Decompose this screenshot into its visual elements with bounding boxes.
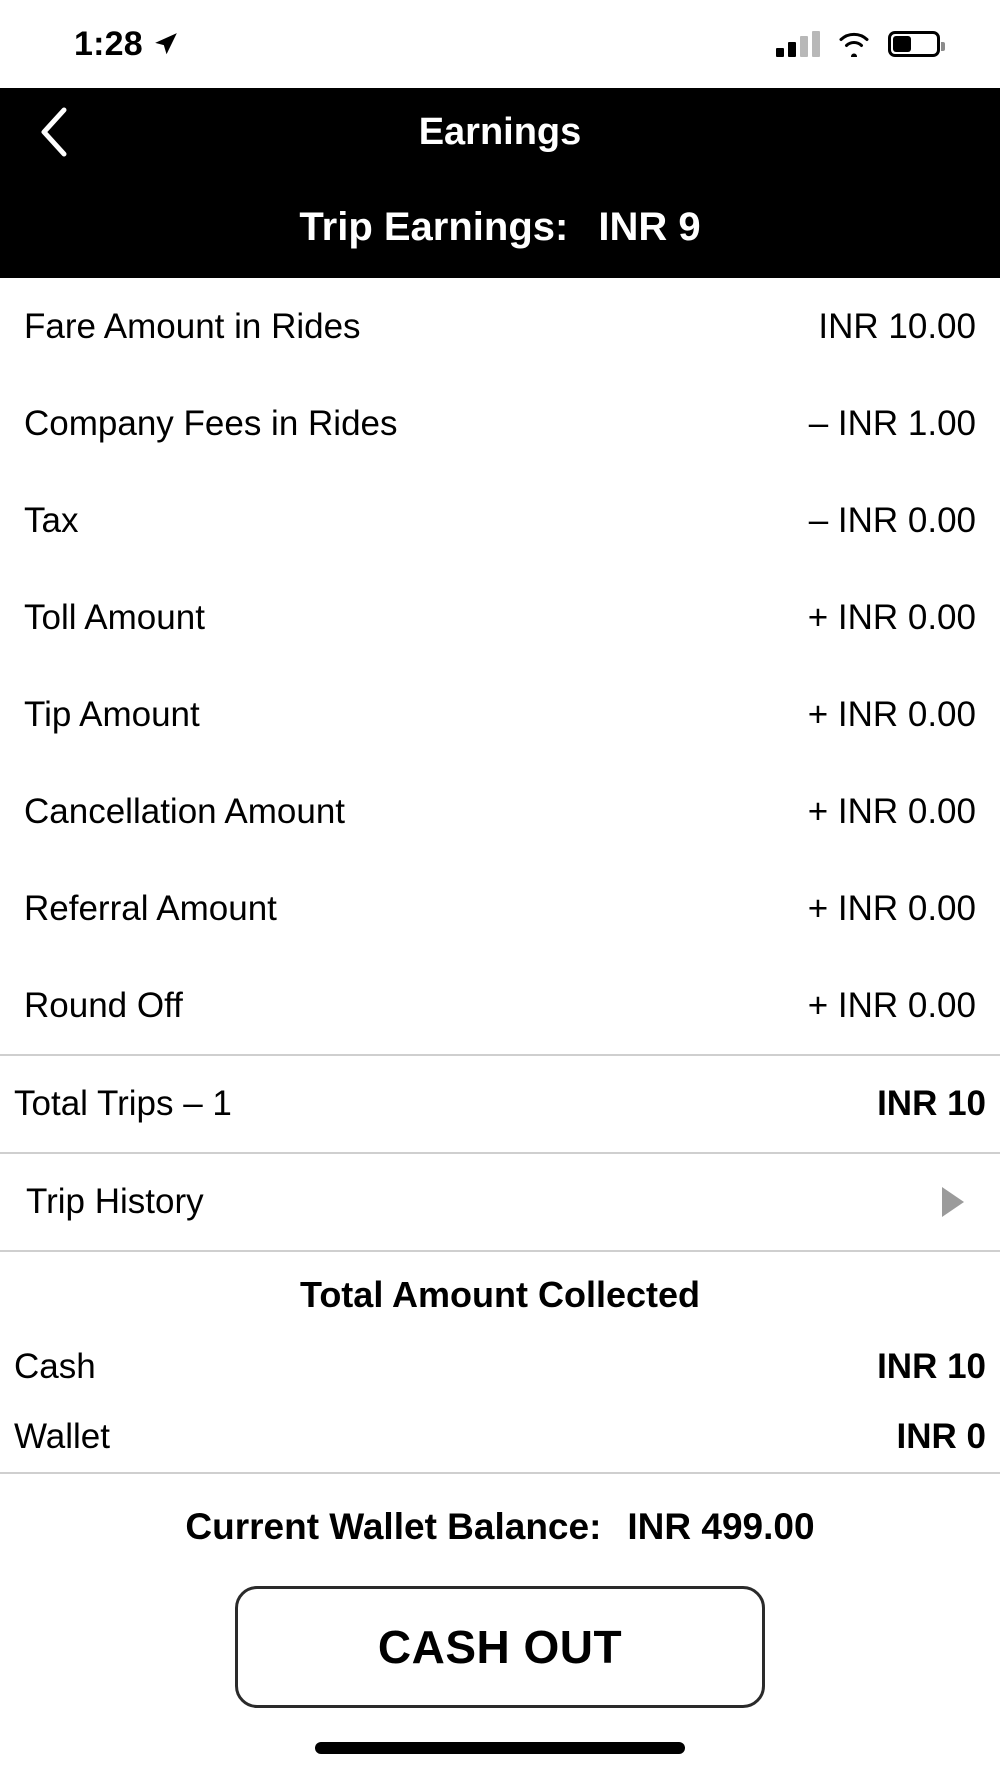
page-title: Earnings — [418, 110, 582, 153]
breakdown-label: Round Off — [24, 985, 183, 1025]
breakdown-label: Company Fees in Rides — [24, 403, 398, 443]
wallet-balance-label: Current Wallet Balance: — [185, 1506, 602, 1547]
breakdown-row — [24, 957, 976, 1054]
status-time-group — [74, 25, 179, 64]
breakdown-value: + INR 0.00 — [807, 694, 976, 734]
breakdown-row — [24, 472, 976, 569]
status-indicators — [776, 31, 940, 57]
wifi-icon — [836, 31, 872, 57]
total-trips-label: Total Trips – 1 — [14, 1084, 232, 1123]
breakdown-value: – INR 0.00 — [808, 500, 976, 540]
collected-row-wallet — [0, 1402, 1000, 1472]
cash-out-button[interactable]: CASH OUT — [235, 1586, 765, 1708]
home-indicator — [315, 1742, 685, 1754]
breakdown-label: Toll Amount — [24, 597, 205, 637]
wallet-balance-row — [0, 1474, 1000, 1574]
cellular-signal-icon — [776, 31, 820, 57]
collected-label: Wallet — [14, 1417, 110, 1456]
breakdown-label: Cancellation Amount — [24, 791, 346, 831]
wallet-balance-value: INR 499.00 — [627, 1506, 815, 1547]
breakdown-row — [24, 860, 976, 957]
breakdown-value: – INR 1.00 — [808, 403, 976, 443]
caret-right-icon — [942, 1187, 964, 1217]
battery-icon — [888, 31, 940, 57]
status-bar — [0, 0, 1000, 88]
collected-row-cash — [0, 1332, 1000, 1402]
breakdown-row — [24, 278, 976, 375]
breakdown-label: Tip Amount — [24, 694, 200, 734]
nav-bar — [0, 88, 1000, 176]
collected-value: INR 0 — [896, 1417, 986, 1456]
trip-history-row[interactable] — [0, 1154, 1000, 1250]
trip-earnings-banner — [0, 176, 1000, 278]
back-button[interactable] — [26, 104, 82, 160]
collected-label: Cash — [14, 1347, 96, 1386]
breakdown-value: + INR 0.00 — [807, 791, 976, 831]
breakdown-row — [24, 763, 976, 860]
breakdown-row — [24, 569, 976, 666]
trip-earnings-label: Trip Earnings: — [299, 204, 569, 249]
status-time: 1:28 — [74, 24, 143, 63]
trip-earnings-value: INR 9 — [598, 204, 701, 249]
chevron-left-icon — [38, 106, 70, 158]
breakdown-label: Tax — [24, 500, 79, 540]
collected-value: INR 10 — [877, 1347, 986, 1386]
location-arrow-icon — [153, 31, 179, 57]
breakdown-row — [24, 375, 976, 472]
breakdown-value: + INR 0.00 — [807, 597, 976, 637]
breakdown-value: + INR 0.00 — [807, 888, 976, 928]
total-trips-value: INR 10 — [877, 1084, 986, 1123]
earnings-breakdown-list — [0, 278, 1000, 1054]
trip-history-label: Trip History — [26, 1182, 204, 1221]
breakdown-label: Fare Amount in Rides — [24, 306, 361, 346]
breakdown-row — [24, 666, 976, 763]
total-trips-row — [0, 1056, 1000, 1152]
breakdown-value: + INR 0.00 — [807, 985, 976, 1025]
breakdown-value: INR 10.00 — [818, 306, 976, 346]
breakdown-label: Referral Amount — [24, 888, 277, 928]
cash-out-container — [0, 1574, 1000, 1708]
total-collected-title: Total Amount Collected — [300, 1274, 700, 1315]
